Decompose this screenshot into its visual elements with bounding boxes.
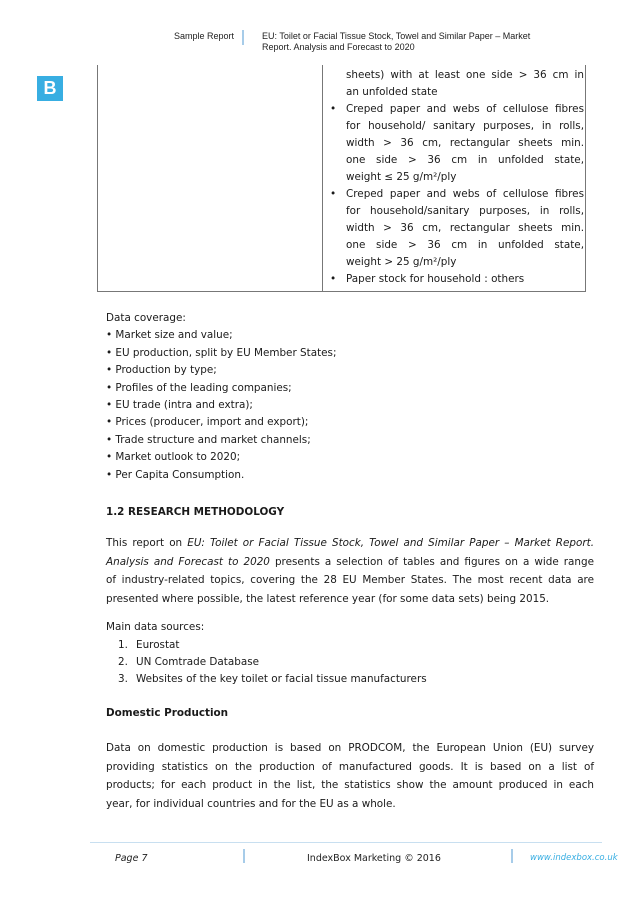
- report-title-italic: EU: Toilet or Facial Tissue Stock, Towel and Similar Paper – Market Report.: [187, 537, 594, 549]
- source-item: [118, 673, 427, 685]
- list-item: • Trade structure and market channels;: [106, 433, 311, 446]
- section-heading-methodology: 1.2 RESEARCH METHODOLOGY: [106, 506, 285, 518]
- source-text: Websites of the key toilet or facial tissue manufacturers: [136, 673, 427, 685]
- bullet-icon: •: [330, 188, 337, 200]
- paragraph-line: year, for individual countries and for the EU as a whole.: [106, 797, 396, 810]
- footer-separator: [511, 849, 513, 863]
- list-item: • Profiles of the leading companies;: [106, 381, 292, 394]
- source-item: [118, 656, 259, 668]
- paragraph-line: [106, 535, 594, 554]
- list-item: • Market size and value;: [106, 329, 233, 342]
- footer-rule: [90, 842, 602, 843]
- report-title-italic: Analysis and Forecast to 2020: [106, 555, 270, 568]
- cell-text-line: width > 36 cm, rectangular sheets min.: [346, 222, 584, 234]
- cell-text-line: width > 36 cm, rectangular sheets min.: [346, 137, 584, 149]
- source-number: 3.: [118, 673, 128, 685]
- data-coverage-title: Data coverage:: [106, 312, 186, 324]
- table-column-divider: [322, 65, 323, 292]
- text-run: presents a selection of tables and figures on a wide range: [269, 555, 594, 568]
- bullet-icon: •: [330, 273, 337, 285]
- text-run: This report on: [106, 537, 188, 549]
- list-item: • EU production, split by EU Member States;: [106, 346, 337, 359]
- cell-text-line: Creped paper and webs of cellulose fibres: [346, 103, 584, 115]
- page-number: Page 7: [115, 853, 148, 864]
- indexbox-logo: B: [37, 76, 63, 101]
- cell-text-line: sheets) with at least one side > 36 cm in: [346, 69, 584, 81]
- cell-text-line: one side > 36 cm in unfolded state,: [346, 154, 584, 166]
- sources-title: Main data sources:: [106, 621, 205, 633]
- cell-text-line: for household/sanitary purposes, in rolls,: [346, 205, 584, 217]
- data-coverage-list: [106, 310, 594, 484]
- cell-text-line: Creped paper and webs of cellulose fibres: [346, 188, 584, 200]
- list-item: [330, 186, 584, 271]
- cell-text-line: an unfolded state: [346, 86, 438, 98]
- source-number: 2.: [118, 656, 128, 668]
- footer-copyright: IndexBox Marketing © 2016: [307, 853, 441, 864]
- list-item: • Prices (producer, import and export);: [106, 416, 309, 429]
- cell-text-line: weight > 25 g/m²/ply: [346, 256, 457, 268]
- bullet-icon: •: [330, 103, 337, 115]
- paragraph-line: Data on domestic production is based on PRODCOM, the European Union (EU) survey: [106, 742, 594, 754]
- domestic-paragraph: [106, 740, 594, 814]
- source-number: 1.: [118, 639, 128, 651]
- paragraph-line: of industry-related topics, covering the 28 EU Member States. The most recent data are: [106, 574, 594, 586]
- list-item: • EU trade (intra and extra);: [106, 398, 253, 411]
- paragraph-line: providing statistics on the production of manufactured goods. It is based on a list of: [106, 760, 594, 773]
- list-item: • Production by type;: [106, 364, 217, 377]
- header-report-title: [262, 31, 562, 53]
- list-item: [330, 101, 584, 186]
- header-separator: [242, 30, 244, 45]
- source-text: Eurostat: [136, 639, 180, 651]
- footer-separator: [243, 849, 245, 863]
- paragraph-line: presented where possible, the latest reference year (for some data sets) being 2015.: [106, 592, 550, 605]
- methodology-paragraph: [106, 535, 594, 609]
- list-item: • Per Capita Consumption.: [106, 468, 245, 481]
- paragraph-line: [106, 554, 594, 573]
- footer-website-link[interactable]: www.indexbox.co.uk: [530, 853, 618, 863]
- cell-text-line: one side > 36 cm in unfolded state,: [346, 239, 584, 251]
- cell-text-line: Paper stock for household : others: [346, 273, 525, 285]
- cell-text-line: weight ≤ 25 g/m²/ply: [346, 171, 457, 183]
- table-cell-products: [330, 67, 584, 288]
- list-item: [330, 271, 584, 288]
- list-item: • Market outlook to 2020;: [106, 451, 241, 464]
- source-item: [118, 639, 179, 651]
- source-text: UN Comtrade Database: [136, 656, 259, 668]
- section-heading-domestic: Domestic Production: [106, 707, 229, 719]
- header-title-line-1: EU: Toilet or Facial Tissue Stock, Towel and Similar Paper – Market: [262, 31, 531, 41]
- paragraph-line: products; for each product in the list, the statistics show the amount produced in each: [106, 779, 594, 791]
- header-report-label: Sample Report: [173, 31, 234, 41]
- cell-text-line: for household/ sanitary purposes, in rolls,: [346, 120, 584, 132]
- header-title-line-2: Report. Analysis and Forecast to 2020: [262, 42, 415, 52]
